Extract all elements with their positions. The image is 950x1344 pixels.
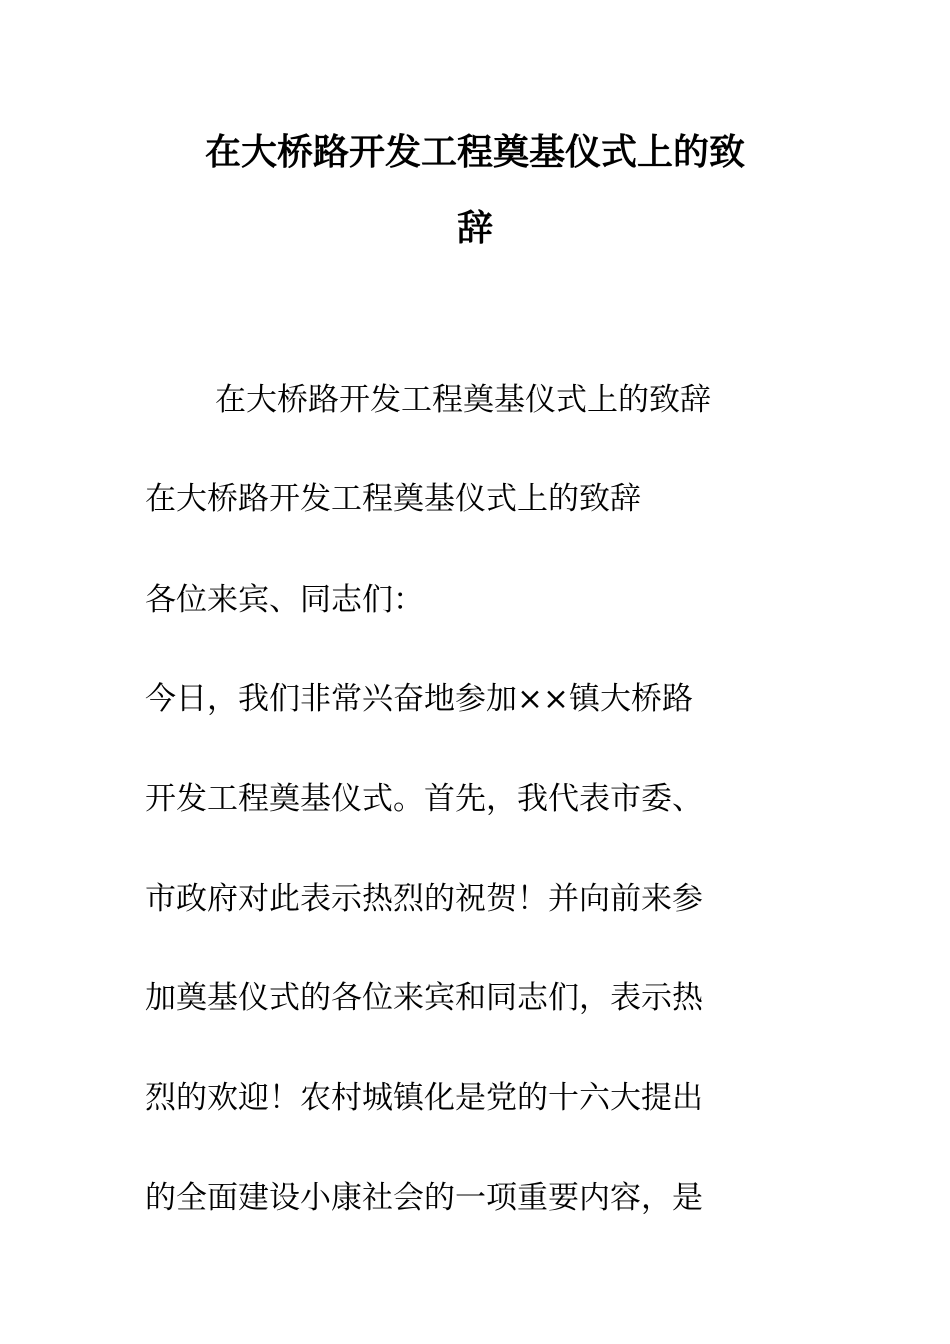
- body-line-9: 的全面建设小康社会的一项重要内容，是: [145, 1180, 703, 1216]
- body-line-7: 加奠基仪式的各位来宾和同志们，表示热: [145, 980, 703, 1016]
- body-line-5: 开发工程奠基仪式。首先，我代表市委、: [145, 781, 703, 817]
- salutation: 各位来宾、同志们：: [145, 582, 424, 618]
- body-line-8: 烈的欢迎！农村城镇化是党的十六大提出: [145, 1080, 703, 1116]
- document-title-line-1: 在大桥路开发工程奠基仪式上的致: [204, 131, 745, 173]
- body-line-4: 今日，我们非常兴奋地参加××镇大桥路: [145, 681, 693, 717]
- document-title-line-2: 辞: [456, 207, 493, 249]
- body-line-6: 市政府对此表示热烈的祝贺！并向前来参: [145, 881, 703, 917]
- body-line-1: 在大桥路开发工程奠基仪式上的致辞: [215, 382, 711, 418]
- body-line-2: 在大桥路开发工程奠基仪式上的致辞: [145, 481, 641, 517]
